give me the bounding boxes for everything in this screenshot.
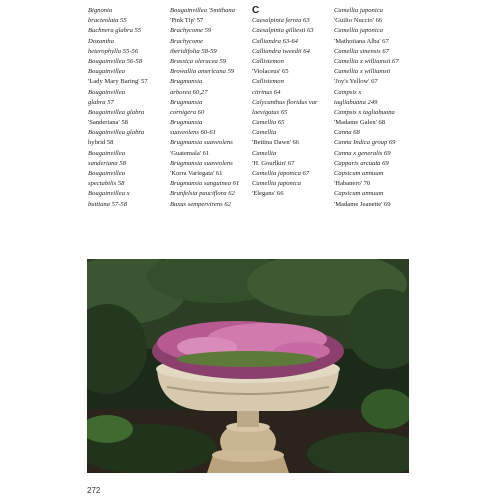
index-entry: sanderiana 58 xyxy=(88,159,126,167)
index-entry: 'Madame Jeanette' 69 xyxy=(334,200,391,208)
index-entry: Brugmansia xyxy=(170,119,203,127)
index-entry: iberidifolia 58-59 xyxy=(170,47,217,55)
index-entry: Callistemon xyxy=(252,78,284,86)
index-entry: 'Madame Galen' 68 xyxy=(334,119,386,127)
index-entry: 'Violaceus' 65 xyxy=(252,68,289,76)
index-entry: Brachycome 59 xyxy=(170,27,212,35)
index-entry: arborea 60,27 xyxy=(170,88,208,96)
index-entry: Buchnera glabra 55 xyxy=(88,27,142,35)
index-entry: Camellia 65 xyxy=(252,119,285,127)
index-entry: citrinus 64 xyxy=(252,88,281,96)
index-entry: Brassica oleracea 59 xyxy=(170,57,227,65)
index-entry: Capsicum annuum xyxy=(334,190,384,198)
index-entry: cornigera 60 xyxy=(170,108,205,116)
index-entry: 'Joy's Yellow' 67 xyxy=(334,78,378,86)
index-entry: Bougainvillea xyxy=(88,68,125,76)
index-column-1 xyxy=(88,6,148,210)
index-entry: Canna x generalis 69 xyxy=(334,149,391,157)
index-column-4 xyxy=(334,6,399,210)
index-entry: Bougainvillea xyxy=(88,88,125,96)
index-entry: Camellia japonica xyxy=(252,180,301,188)
index-entry: Callistemon xyxy=(252,57,284,65)
index-entry: Capsicum annuum xyxy=(334,170,384,177)
index-entry: 'Habanero' 70 xyxy=(334,180,371,188)
index-entry: Bougainvillea xyxy=(88,149,125,157)
index-entry: Brugmansia sanguinea 61 xyxy=(170,180,240,188)
index-entry: Canna 68 xyxy=(334,129,360,137)
index-entry: heterophylla 55-56 xyxy=(88,47,139,55)
index-entry: 'Lady Mary Baring' 57 xyxy=(88,78,148,86)
index-entry: Brugmansia xyxy=(170,78,203,86)
index-column-2 xyxy=(170,6,239,210)
index-entry: Canna Indica group 69 xyxy=(334,139,396,147)
index-entry: 'H. Gourlkin' 67 xyxy=(252,159,295,167)
index-column-3 xyxy=(252,6,318,200)
index-entry: Camellia japonica 67 xyxy=(252,170,310,177)
index-entry: tagliabuana 249 xyxy=(334,98,378,106)
index-entry: 'Elegans' 66 xyxy=(252,190,284,198)
index-entry: Brunfelsia pauciflora 62 xyxy=(170,190,235,198)
index-entry: Calliandra tweedii 64 xyxy=(252,47,310,55)
index-entry: bracteolata 55 xyxy=(88,17,127,25)
index-entry: Brugmansia suaveolens xyxy=(170,159,233,167)
index-entry: 'Guatemala' 61 xyxy=(170,149,210,157)
index-entry: Caesalpinia ferrea 63 xyxy=(252,17,310,25)
index-entry: Camellia xyxy=(252,149,277,157)
index-entry: 'Sanderiana' 58 xyxy=(88,119,128,127)
index-entry: Caesalpinia gilliesii 63 xyxy=(252,27,314,35)
index-entry: Brugmansia suaveolens xyxy=(170,139,233,147)
index-entry: Bougainvillea x xyxy=(88,190,130,198)
index-entry: Camellia japonica xyxy=(334,27,383,35)
index-entry: Browallia americana 59 xyxy=(170,68,235,76)
index-entry: Bougainvillea glabra xyxy=(88,129,145,137)
index-entry: laevigatus 65 xyxy=(252,108,288,116)
index-entry: Bougainvillea xyxy=(88,170,125,177)
index-entry: Bougainvillea glabra xyxy=(88,108,145,116)
index-entry: Camellia x williamsii 67 xyxy=(334,57,399,65)
index-entry: Doxantha xyxy=(88,37,115,45)
index-entry: Capparis arcuata 69 xyxy=(334,159,389,167)
index-entry: Bougainvillea 'Smithana xyxy=(170,7,235,14)
index-entry: Bougainvillea 56-58 xyxy=(88,57,143,65)
index-entry: Brugmansia xyxy=(170,98,203,106)
index-entry: Camellia sinensis 67 xyxy=(334,47,389,55)
index-entry: Brachycome xyxy=(170,37,203,45)
index-entry: Calycanthus floridus var xyxy=(252,98,318,106)
index-entry: 'Bettina Dawn' 66 xyxy=(252,139,300,147)
index-entry: Bignonia xyxy=(88,7,113,14)
index-entry: 'Korra Variegata' 61 xyxy=(170,170,223,177)
index-entry: Campsis x tagliabuana xyxy=(334,108,395,116)
index-entry: 'Pink Tip' 57 xyxy=(170,17,204,25)
index-entry: 'Guilio Nuccio' 66 xyxy=(334,17,383,25)
garden-urn-photo xyxy=(87,259,409,473)
index-entry: Camellia japonica xyxy=(334,7,383,14)
index-entry: Buxus sempervirens 62 xyxy=(170,200,231,208)
index-entry: Calliandra 63-64 xyxy=(252,37,298,45)
index-entry: 'Mathotiana Alba' 67 xyxy=(334,37,389,45)
index-entry: suaveolens 60-61 xyxy=(170,129,216,137)
index-entry: spectabilis 58 xyxy=(88,180,125,188)
index-entry: hybrid 58 xyxy=(88,139,114,147)
page-number: 272 xyxy=(87,486,101,495)
index-section-letter: C xyxy=(252,5,260,16)
index-entry: buttiana 57-58 xyxy=(88,200,128,208)
index-entry: glabra 57 xyxy=(88,98,114,106)
index-entry: Campsis x xyxy=(334,88,362,96)
index-entry: Camellia xyxy=(252,129,277,137)
index-entry: Camellia x williamsii xyxy=(334,68,391,76)
